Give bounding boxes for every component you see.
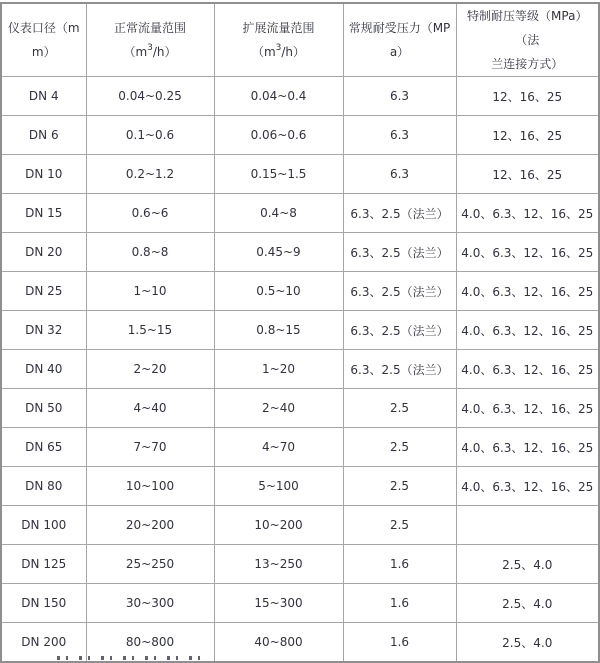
cell-extended-range: 15~300 — [214, 584, 343, 623]
cell-normal-range: 0.6~6 — [86, 194, 214, 233]
cell-special-pressure: 12、16、25 — [456, 77, 599, 116]
cell-pressure: 6.3 — [343, 116, 456, 155]
table-body — [1, 77, 599, 663]
superscript-3: 3 — [147, 43, 153, 53]
cell-normal-range: 20~200 — [86, 506, 214, 545]
cell-extended-range: 10~200 — [214, 506, 343, 545]
cell-special-pressure: 4.0、6.3、12、16、25 — [456, 428, 599, 467]
cell-normal-range: 0.04~0.25 — [86, 77, 214, 116]
header-meter-diameter-line2: m） — [31, 45, 56, 59]
cell-pressure: 2.5 — [343, 389, 456, 428]
table-row — [1, 545, 599, 584]
cell-extended-range: 0.06~0.6 — [214, 116, 343, 155]
table-row — [1, 116, 599, 155]
header-special-pressure-line1: 特制耐压等级（MPa）（法 — [467, 9, 588, 47]
header-extended-flow-pre: 扩展流量范围（m — [242, 21, 315, 59]
header-normal-pressure-line2: a） — [389, 45, 410, 59]
cell-dn: DN 10 — [1, 155, 86, 194]
cell-pressure: 6.3、2.5（法兰） — [343, 233, 456, 272]
header-normal-pressure-line1: 常规耐受压力（MP — [348, 21, 451, 35]
cell-special-pressure: 4.0、6.3、12、16、25 — [456, 389, 599, 428]
cell-dn: DN 20 — [1, 233, 86, 272]
cell-pressure: 2.5 — [343, 467, 456, 506]
cell-normal-range: 7~70 — [86, 428, 214, 467]
cell-normal-range: 30~300 — [86, 584, 214, 623]
header-meter-diameter-line1: 仪表口径（m — [7, 21, 80, 35]
cell-pressure: 6.3 — [343, 155, 456, 194]
cell-extended-range: 2~40 — [214, 389, 343, 428]
table-row — [1, 467, 599, 506]
header-normal-flow-pre: 正常流量范围（m — [113, 21, 186, 59]
cell-pressure: 1.6 — [343, 584, 456, 623]
cell-pressure: 6.3、2.5（法兰） — [343, 350, 456, 389]
cell-special-pressure: 4.0、6.3、12、16、25 — [456, 194, 599, 233]
cell-normal-range: 2~20 — [86, 350, 214, 389]
cell-dn: DN 50 — [1, 389, 86, 428]
cell-special-pressure: 4.0、6.3、12、16、25 — [456, 272, 599, 311]
cell-extended-range: 4~70 — [214, 428, 343, 467]
clipped-text-remnant — [57, 656, 207, 660]
header-extended-flow-range — [214, 3, 343, 77]
cell-extended-range: 0.45~9 — [214, 233, 343, 272]
cell-extended-range: 0.4~8 — [214, 194, 343, 233]
cell-normal-range: 25~250 — [86, 545, 214, 584]
cell-extended-range: 40~800 — [214, 623, 343, 663]
table-row — [1, 584, 599, 623]
header-extended-flow-post: /h） — [281, 45, 306, 59]
header-meter-diameter — [1, 3, 86, 77]
cell-pressure: 6.3、2.5（法兰） — [343, 311, 456, 350]
table-header — [1, 3, 599, 77]
cell-extended-range: 13~250 — [214, 545, 343, 584]
cell-normal-range: 80~800 — [86, 623, 214, 663]
cell-normal-range: 1.5~15 — [86, 311, 214, 350]
cell-extended-range: 0.04~0.4 — [214, 77, 343, 116]
header-row — [1, 3, 599, 77]
header-normal-flow-range — [86, 3, 214, 77]
table-row — [1, 389, 599, 428]
cell-pressure: 1.6 — [343, 545, 456, 584]
table-row — [1, 194, 599, 233]
table-row — [1, 77, 599, 116]
cell-dn: DN 40 — [1, 350, 86, 389]
cell-dn: DN 125 — [1, 545, 86, 584]
cell-extended-range: 0.8~15 — [214, 311, 343, 350]
table-row — [1, 350, 599, 389]
table-row — [1, 311, 599, 350]
cell-special-pressure: 2.5、4.0 — [456, 584, 599, 623]
cell-dn: DN 25 — [1, 272, 86, 311]
cell-dn: DN 32 — [1, 311, 86, 350]
cell-special-pressure — [456, 506, 599, 545]
cell-normal-range: 0.1~0.6 — [86, 116, 214, 155]
header-special-pressure — [456, 3, 599, 77]
cell-extended-range: 0.5~10 — [214, 272, 343, 311]
cell-extended-range: 5~100 — [214, 467, 343, 506]
cell-normal-range: 4~40 — [86, 389, 214, 428]
cell-normal-range: 0.2~1.2 — [86, 155, 214, 194]
cell-dn: DN 80 — [1, 467, 86, 506]
table-row — [1, 428, 599, 467]
cell-special-pressure: 4.0、6.3、12、16、25 — [456, 467, 599, 506]
cell-special-pressure: 4.0、6.3、12、16、25 — [456, 350, 599, 389]
cell-normal-range: 0.8~8 — [86, 233, 214, 272]
table-row — [1, 233, 599, 272]
table-row — [1, 272, 599, 311]
table-row — [1, 506, 599, 545]
cell-dn: DN 15 — [1, 194, 86, 233]
cell-pressure: 6.3、2.5（法兰） — [343, 194, 456, 233]
cell-special-pressure: 12、16、25 — [456, 155, 599, 194]
cell-normal-range: 10~100 — [86, 467, 214, 506]
flow-meter-spec-table — [0, 2, 600, 663]
cell-special-pressure: 2.5、4.0 — [456, 545, 599, 584]
cell-normal-range: 1~10 — [86, 272, 214, 311]
cell-pressure: 1.6 — [343, 623, 456, 663]
cell-pressure: 2.5 — [343, 506, 456, 545]
cell-pressure: 6.3 — [343, 77, 456, 116]
cell-dn: DN 100 — [1, 506, 86, 545]
cell-pressure: 2.5 — [343, 428, 456, 467]
cell-dn: DN 150 — [1, 584, 86, 623]
cell-dn: DN 6 — [1, 116, 86, 155]
cell-special-pressure: 4.0、6.3、12、16、25 — [456, 233, 599, 272]
cell-dn: DN 4 — [1, 77, 86, 116]
cell-pressure: 6.3、2.5（法兰） — [343, 272, 456, 311]
cell-extended-range: 0.15~1.5 — [214, 155, 343, 194]
cell-special-pressure: 12、16、25 — [456, 116, 599, 155]
cell-dn: DN 200 — [1, 623, 86, 663]
header-normal-pressure — [343, 3, 456, 77]
cell-dn: DN 65 — [1, 428, 86, 467]
cell-extended-range: 1~20 — [214, 350, 343, 389]
table-row — [1, 155, 599, 194]
cell-special-pressure: 2.5、4.0 — [456, 623, 599, 663]
superscript-3: 3 — [275, 43, 282, 53]
cell-special-pressure: 4.0、6.3、12、16、25 — [456, 311, 599, 350]
header-normal-flow-post: /h） — [152, 45, 177, 59]
header-special-pressure-line2: 兰连接方式） — [491, 57, 564, 71]
